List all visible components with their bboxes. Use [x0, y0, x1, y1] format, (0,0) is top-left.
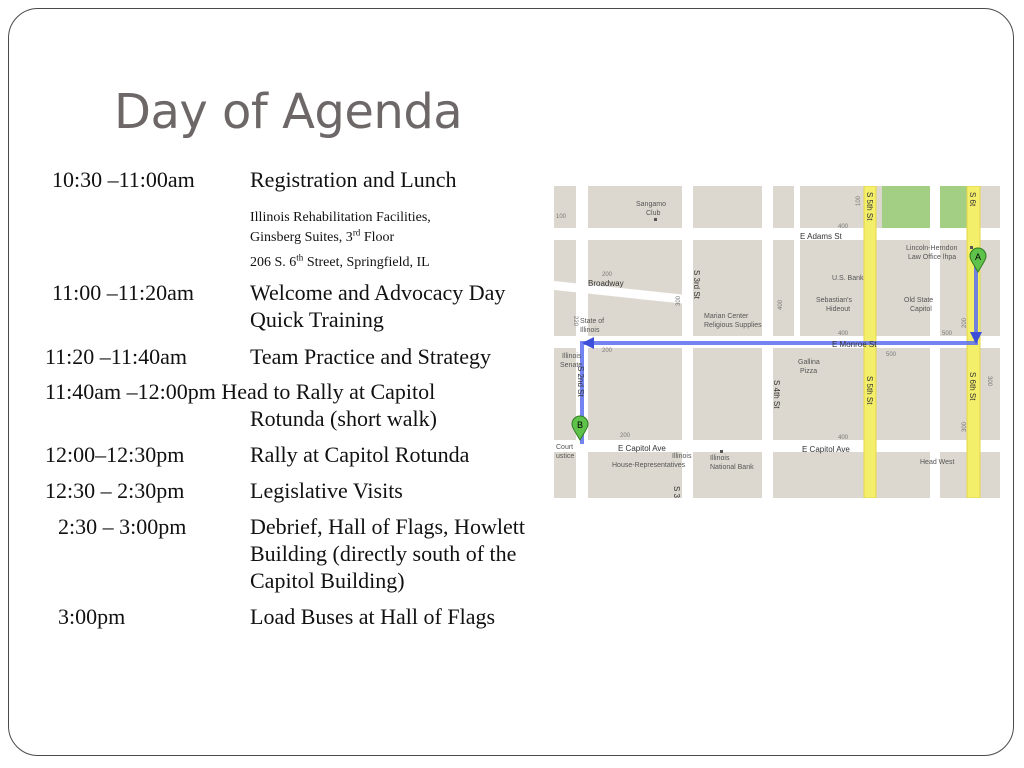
location-line-1: Illinois Rehabilitation Facilities,: [250, 210, 431, 225]
svg-text:Senate: Senate: [560, 362, 583, 369]
agenda-item: Rally at Capitol Rotunda: [250, 442, 470, 467]
label-sebastians: Sebastian's: [816, 297, 852, 304]
label-4th: S 4th St: [772, 380, 781, 409]
agenda-time: 3:00pm: [58, 604, 126, 629]
agenda-time: 12:00–12:30pm: [45, 442, 185, 467]
agenda-time: 11:20 –11:40am: [45, 344, 187, 369]
svg-text:Illinois: Illinois: [580, 327, 600, 334]
svg-text:200: 200: [602, 348, 613, 354]
svg-text:500: 500: [886, 352, 897, 358]
agenda-time: 10:30 –11:00am: [52, 167, 195, 192]
slide-title: Day of Agenda: [114, 84, 463, 140]
svg-text:300: 300: [986, 376, 992, 387]
svg-text:Religious Supplies: Religious Supplies: [704, 322, 762, 329]
svg-text:500: 500: [942, 331, 953, 337]
svg-text:100: 100: [856, 195, 862, 206]
agenda-item-cont: Rotunda (short walk): [250, 406, 437, 431]
label-6th-top: S 6t: [968, 192, 977, 207]
agenda-item-cont: Building (directly south of the: [250, 541, 517, 566]
label-national-bank: Illinois: [710, 455, 730, 462]
svg-text:200: 200: [602, 272, 613, 278]
label-5th: S 5th St: [865, 192, 874, 221]
svg-text:400: 400: [838, 435, 849, 441]
label-old-state-capitol: Old State: [904, 297, 934, 304]
agenda-item: Legislative Visits: [250, 478, 403, 503]
location-line-2: Ginsberg Suites, 3rd Floor: [250, 227, 395, 245]
agenda-item-cont: Quick Training: [250, 307, 384, 332]
svg-text:Pizza: Pizza: [800, 368, 818, 375]
svg-text:House-Representatives: House-Representatives: [612, 462, 686, 469]
label-broadway: Broadway: [588, 279, 624, 288]
svg-text:400: 400: [838, 331, 849, 337]
label-6th: S 6th St: [968, 372, 977, 401]
label-head-west: Head West: [920, 459, 955, 466]
walking-route-map[interactable]: [554, 186, 1000, 498]
agenda-time: 12:30 – 2:30pm: [45, 478, 185, 503]
svg-text:200: 200: [620, 433, 631, 439]
agenda-time: 2:30 – 3:00pm: [58, 514, 187, 539]
location-line-3: 206 S. 6th Street, Springfield, IL: [250, 252, 430, 270]
svg-text:Law Office lhpa: Law Office lhpa: [908, 254, 957, 261]
label-capitol-west: E Capitol Ave: [618, 444, 666, 453]
label-3rd: S 3rd St: [692, 270, 701, 299]
agenda-time: 11:00 –11:20am: [52, 280, 194, 305]
svg-text:400: 400: [778, 299, 784, 310]
label-sangamo: Sangamo: [636, 201, 666, 208]
svg-text:Capitol: Capitol: [910, 306, 932, 313]
label-5th-south: S 5th St: [865, 376, 874, 405]
svg-text:Hideout: Hideout: [826, 306, 851, 313]
label-court: Court: [556, 444, 574, 451]
agenda-item: Debrief, Hall of Flags, Howlett: [250, 514, 525, 539]
svg-text:100: 100: [556, 214, 567, 220]
agenda-item-cont: Capitol Building): [250, 568, 405, 593]
label-2nd: S 2nd St: [576, 366, 585, 397]
svg-text:400: 400: [838, 224, 849, 230]
agenda-time: 11:40am –12:00pm Head to Rally at Capitol: [45, 379, 436, 404]
label-adams: E Adams St: [800, 232, 842, 241]
svg-text:Club: Club: [646, 210, 661, 217]
label-us-bank: U.S. Bank: [832, 275, 864, 282]
label-marian-center: Marian Center: [704, 313, 749, 320]
agenda-item: Load Buses at Hall of Flags: [250, 604, 496, 629]
svg-text:ustice: ustice: [556, 453, 575, 460]
label-gallina-pizza: Gallina: [798, 359, 820, 366]
label-monroe: E Monroe St: [832, 340, 877, 349]
svg-text:300: 300: [676, 295, 682, 306]
svg-text:A: A: [974, 252, 982, 262]
svg-text:National Bank: National Bank: [710, 464, 754, 471]
label-lincoln-herndon: Lincoln-Herndon: [906, 245, 958, 252]
agenda-item: Team Practice and Strategy: [250, 344, 491, 369]
label-capitol: E Capitol Ave: [802, 445, 850, 454]
label-senate: Illinois: [562, 353, 582, 360]
alley: [794, 186, 800, 336]
svg-text:B: B: [576, 420, 584, 430]
label-s3-bottom: S 3: [672, 486, 681, 498]
agenda-item: Registration and Lunch: [250, 167, 457, 192]
svg-text:200: 200: [962, 317, 968, 328]
label-house: Illinois: [672, 453, 692, 460]
svg-text:300: 300: [962, 421, 968, 432]
svg-text:220: 220: [572, 316, 578, 327]
agenda-item: Welcome and Advocacy Day: [250, 280, 506, 305]
label-state-of-illinois: State of: [580, 318, 605, 325]
